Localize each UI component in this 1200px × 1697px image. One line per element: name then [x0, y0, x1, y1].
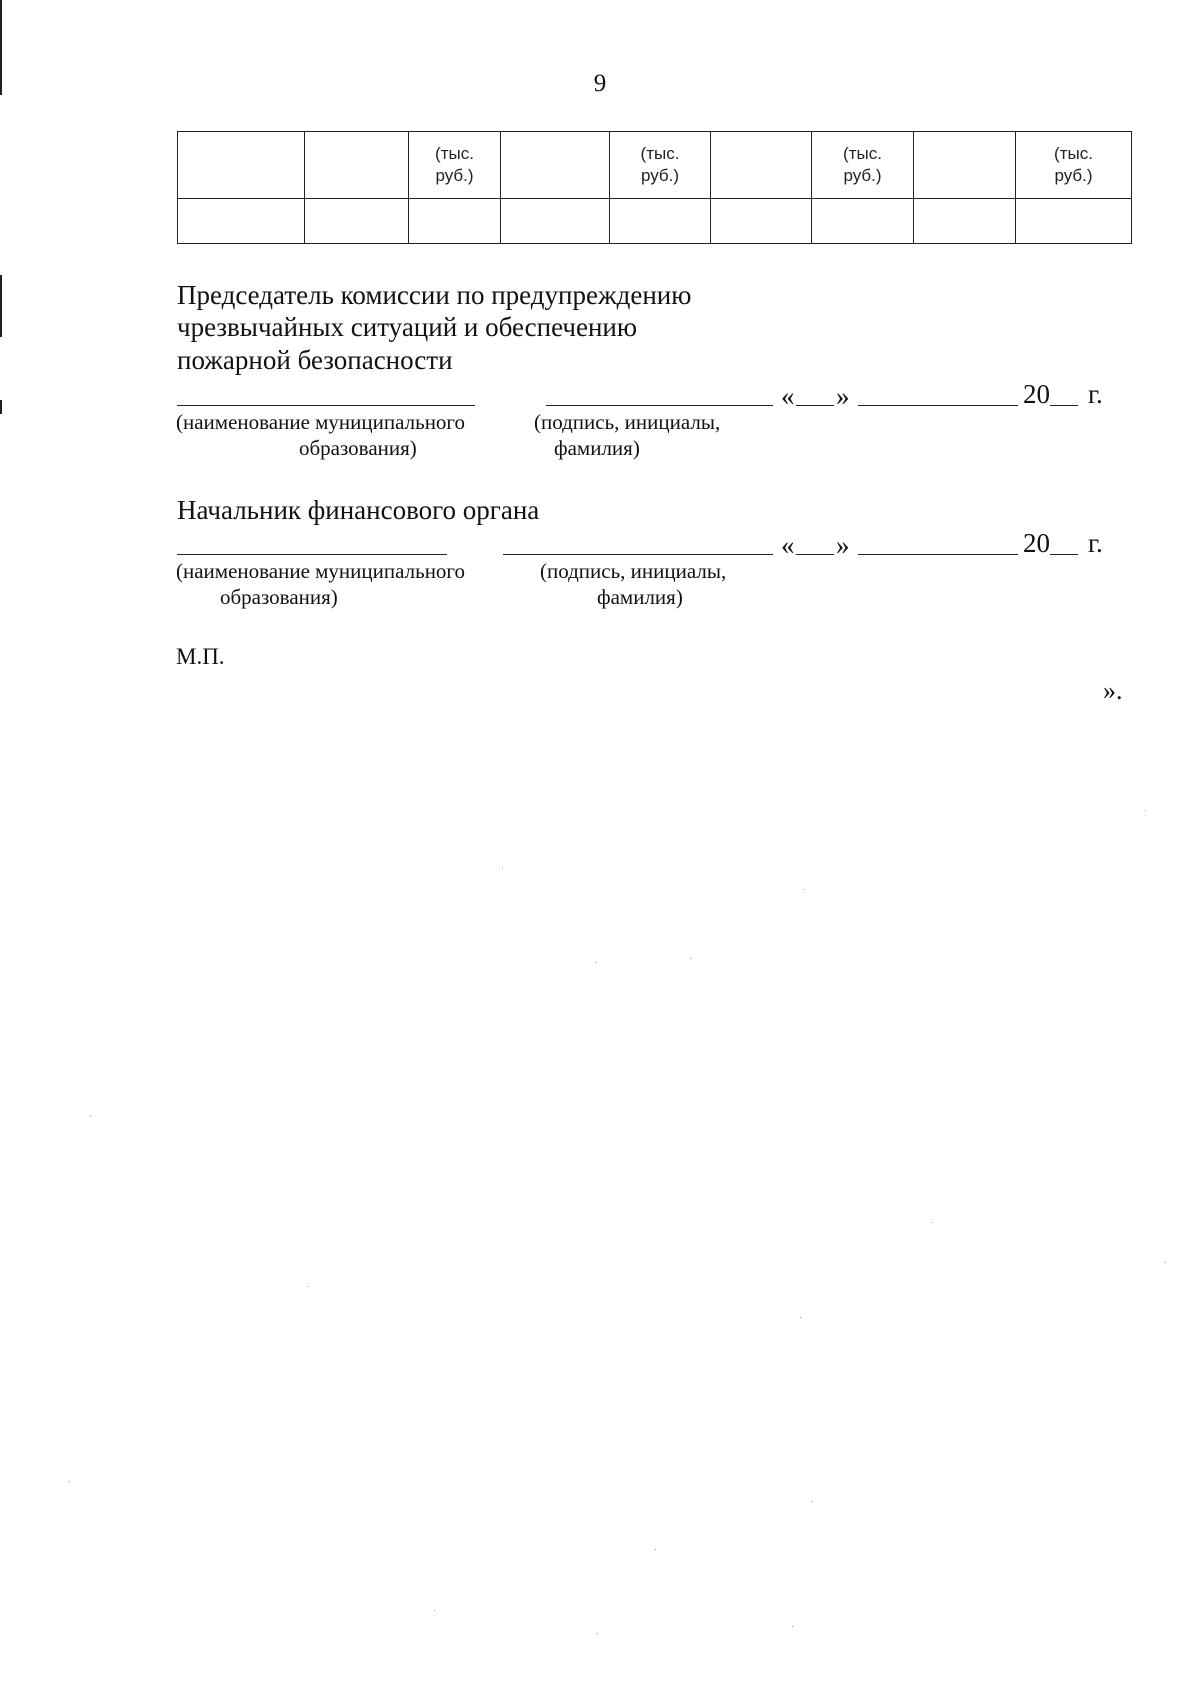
caption-signature: (подпись, инициалы, — [534, 410, 721, 434]
stamp-place-label: М.П. — [176, 644, 225, 669]
table-cell — [409, 199, 501, 244]
page-number: 9 — [593, 70, 607, 97]
unit-label-line2: руб.) — [435, 166, 474, 185]
table-cell — [1016, 199, 1132, 244]
municipality-name-line — [177, 554, 447, 555]
day-line — [796, 554, 834, 555]
scan-speck — [932, 1222, 933, 1223]
table-cell — [711, 199, 812, 244]
table-cell — [178, 132, 305, 199]
chairman-title-line: Председатель комиссии по предупреждению — [177, 280, 692, 310]
table-cell — [610, 199, 711, 244]
month-line — [858, 554, 1018, 555]
year-prefix: 20 — [1023, 528, 1050, 558]
scan-speck — [502, 868, 503, 869]
caption-signature: (подпись, инициалы, — [540, 559, 727, 583]
caption-signature-cont: фамилия) — [597, 585, 683, 609]
table-cell-unit — [610, 132, 711, 199]
scan-speck — [1165, 1262, 1166, 1263]
caption-municipality: (наименование муниципального — [176, 410, 466, 434]
table-cell — [305, 132, 409, 199]
date-close-quote: » — [836, 381, 850, 411]
year-line — [1050, 405, 1078, 406]
date-close-quote: » — [836, 530, 850, 560]
scan-speck — [655, 1549, 656, 1550]
date-open-quote: « — [781, 530, 795, 560]
table-row — [178, 199, 1132, 244]
scan-speck — [69, 1481, 70, 1482]
scan-speck — [792, 1626, 793, 1627]
scan-speck — [597, 1633, 598, 1634]
date-open-quote: « — [781, 381, 795, 411]
day-line — [796, 405, 834, 406]
scan-speck — [596, 962, 597, 963]
year-prefix: 20 — [1023, 379, 1050, 409]
scan-speck — [307, 1286, 308, 1287]
chairman-title-line: пожарной безопасности — [177, 345, 453, 375]
table-cell — [178, 199, 305, 244]
table-cell-unit — [409, 132, 501, 199]
scan-speck — [800, 1317, 801, 1318]
scan-speck — [90, 1115, 91, 1116]
unit-label-line2: руб.) — [1054, 166, 1093, 185]
caption-signature-cont: фамилия) — [554, 436, 640, 460]
table-cell — [501, 132, 610, 199]
caption-municipality-cont: образования) — [220, 585, 338, 609]
scan-speck — [434, 1610, 435, 1611]
table-cell — [812, 199, 914, 244]
scan-speck — [803, 889, 804, 890]
scan-speck — [690, 958, 691, 959]
table-row — [178, 132, 1132, 199]
scan-speck — [812, 1501, 813, 1502]
table-cell — [914, 132, 1016, 199]
unit-label-line2: руб.) — [843, 166, 882, 185]
table-cell — [914, 199, 1016, 244]
signature-line — [546, 405, 773, 406]
municipality-name-line — [177, 405, 475, 406]
unit-label-line1: (тыс. — [1054, 144, 1093, 163]
table-cell-unit — [812, 132, 914, 199]
chairman-title-line: чрезвычайных ситуаций и обеспечению — [177, 312, 638, 342]
unit-label-line1: (тыс. — [843, 144, 882, 163]
scan-edge-mark — [0, 275, 2, 337]
caption-municipality-cont: образования) — [299, 436, 417, 460]
unit-label-line1: (тыс. — [435, 144, 474, 163]
table-cell — [305, 199, 409, 244]
year-line — [1050, 554, 1078, 555]
table-cell — [501, 199, 610, 244]
signature-line — [503, 554, 773, 555]
year-suffix: г. — [1088, 379, 1103, 409]
month-line — [858, 405, 1018, 406]
unit-label-line1: (тыс. — [640, 144, 680, 163]
finance-title: Начальник финансового органа — [177, 495, 540, 525]
table-cell — [711, 132, 812, 199]
year-suffix: г. — [1088, 528, 1103, 558]
closing-quote: ». — [1103, 676, 1123, 705]
table-cell-unit — [1016, 132, 1132, 199]
data-table — [177, 131, 1132, 244]
caption-municipality: (наименование муниципального — [176, 559, 466, 583]
scan-edge-mark — [0, 400, 2, 414]
unit-label-line2: руб.) — [640, 166, 680, 185]
scan-speck — [1145, 810, 1146, 811]
